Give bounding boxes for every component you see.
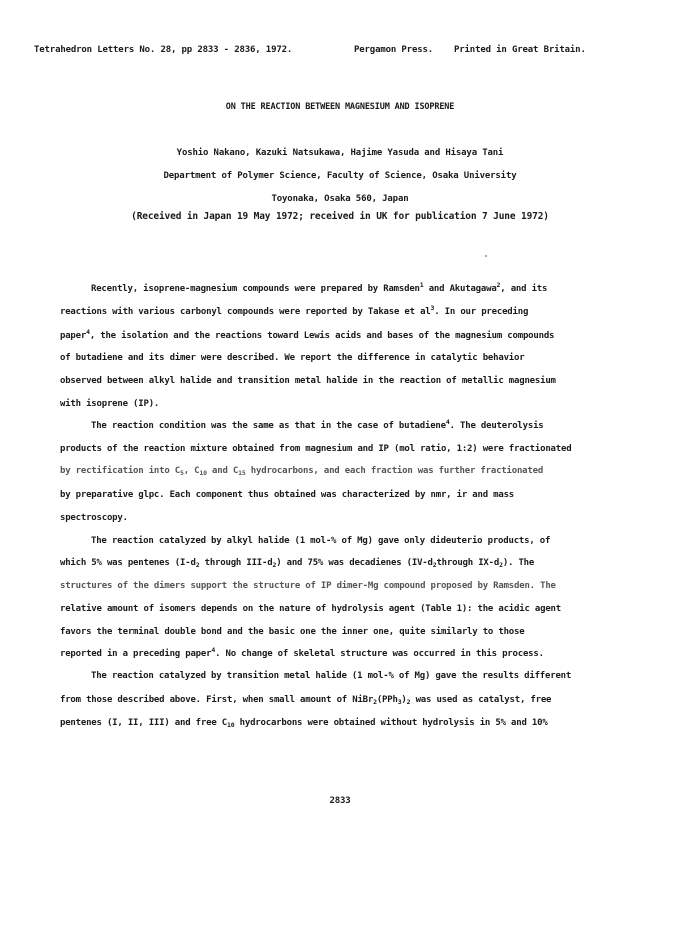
received-dates: (Received in Japan 19 May 1972; received in UK for publication 7 June 1972) [131,211,549,222]
para4-line1: The reaction catalyzed by transition metal halide (1 mol-% of Mg) gave the results different [91,671,572,681]
authors: Yoshio Nakano, Kazuki Natsukawa, Hajime Yasuda and Hisaya Tani [176,148,504,158]
para3-line5: favors the terminal double bond and the basic one the inner one, quite similarly to those [60,627,525,637]
para3-line4: relative amount of isomers depends on the nature of hydrolysis agent (Table 1): the acidic agent [60,604,561,614]
para1-line4: of butadiene and its dimer were described. We report the difference in catalytic behavior [60,353,525,363]
para2-line4: by preparative glpc. Each component thus obtained was characterized by nmr, ir and mass [60,490,515,500]
para3-line3: structures of the dimers support the structure of IP dimer-Mg compound proposed by Ramsden. The [60,581,556,591]
journal-citation: Tetrahedron Letters No. 28, pp 2833 - 2836, 1972. [34,45,293,55]
speck [485,255,487,257]
para3-line2: which 5% was pentenes ($I-d_2$ through III-$d_2$) and 75% was decadienes ($IV-d_2through$ $IX-d_2$). The [60,558,535,569]
para4-line3: pentenes (I, II, III) and free $C_{10}$ hydrocarbons were obtained without hydrolysis in 5% and 10% [60,718,548,729]
para3-line6: reported in a preceding paper$^4$. No change of skeletal structure was occurred in this process. [60,646,544,659]
para1-line5: observed between alkyl halide and transition metal halide in the reaction of metallic magnesium [60,376,556,386]
para1-line1: Recently, isoprene-magnesium compounds were prepared by Ramsden$^1$ and Akutagawa$^2$, and its [91,281,548,294]
para2-line1: The reaction condition was the same as that in the case of butadiene$^4$. The deuterolysis [91,418,544,431]
affiliation-address: Toyonaka, Osaka 560, Japan [271,194,409,204]
paper-title: ON THE REACTION BETWEEN MAGNESIUM AND ISOPRENE [225,102,455,112]
para3-line1: The reaction catalyzed by alkyl halide (1 mol-% of Mg) gave only dideuterio products, of [91,536,551,546]
para1-line2: reactions with various carbonyl compounds were reported by Takase et $al^3$. In our preceding [60,304,529,317]
para2-line5: spectroscopy. [60,513,128,523]
printed-in: Printed in Great Britain. [454,45,586,55]
para2-line3: by rectification into $C_5$, $C_{10}$ and $C_{15}$ hydrocarbons, and each fraction was further fractionated [60,466,544,477]
affiliation-department: Department of Polymer Science, Faculty of Science, Osaka University [163,171,517,181]
para1-line3: paper$^4$, the isolation and the reactions toward Lewis acids and bases of the magnesium compounds [60,328,555,341]
para2-line2: products of the reaction mixture obtained from magnesium and IP (mol ratio, 1:2) were fractionated [60,444,572,454]
page-number: 2833 [329,796,351,806]
para4-line2: from those described above. First, when small amount of $NiBr_2(PPh_3)_2$ was used as catalyst, free [60,695,552,706]
publisher: Pergamon Press. [354,45,434,55]
para1-line6: with isoprene (IP). [60,399,160,409]
